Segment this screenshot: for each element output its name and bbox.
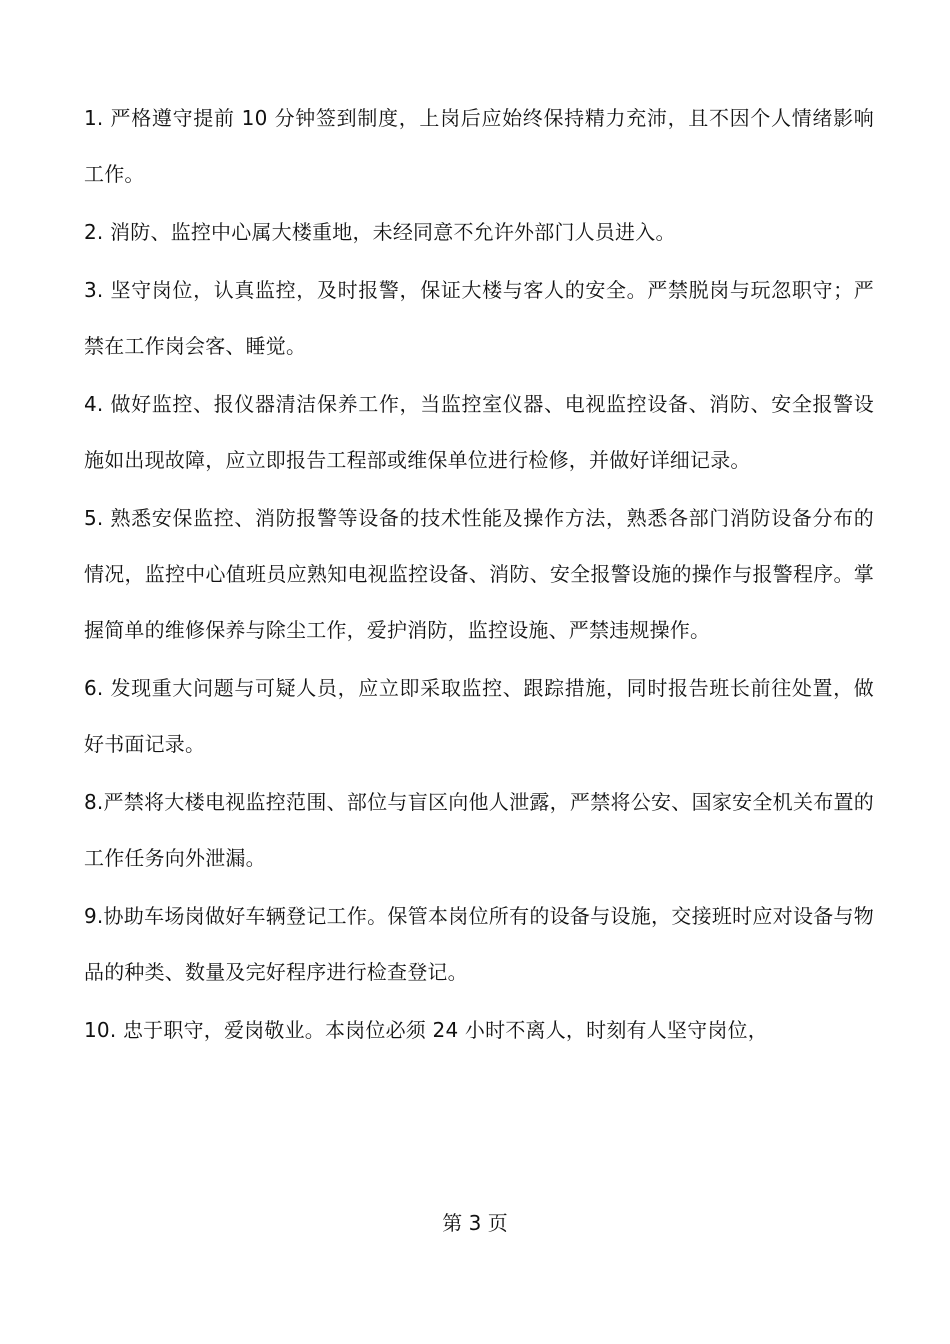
document-body xyxy=(84,90,874,1060)
rule-item-1: 1. 严格遵守提前 10 分钟签到制度，上岗后应始终保持精力充沛，且不因个人情绪影响工作。 xyxy=(84,106,874,186)
rule-item-3: 3. 坚守岗位，认真监控，及时报警，保证大楼与客人的安全。严禁脱岗与玩忽职守；严禁在工作岗会客、睡觉。 xyxy=(84,278,874,358)
rule-item-5: 5. 熟悉安保监控、消防报警等设备的技术性能及操作方法，熟悉各部门消防设备分布的情况，监控中心值班员应熟知电视监控设备、消防、安全报警设施的操作与报警程序。掌握简单的维修保养与除尘工作，爱护消防，监控设施、严禁违规操作。 xyxy=(84,506,874,642)
rule-item-9: 9.协助车场岗做好车辆登记工作。保管本岗位所有的设备与设施，交接班时应对设备与物品的种类、数量及完好程序进行检查登记。 xyxy=(84,904,874,984)
rule-item-6: 6. 发现重大问题与可疑人员，应立即采取监控、跟踪措施，同时报告班长前往处置，做好书面记录。 xyxy=(84,676,874,756)
rule-item-10: 10. 忠于职守，爱岗敬业。本岗位必须 24 小时不离人，时刻有人坚守岗位， xyxy=(84,1018,768,1042)
rule-item-8: 8.严禁将大楼电视监控范围、部位与盲区向他人泄露，严禁将公安、国家安全机关布置的工作任务向外泄漏。 xyxy=(84,790,874,870)
rule-item-2: 2. 消防、监控中心属大楼重地，未经同意不允许外部门人员进入。 xyxy=(84,220,676,244)
rule-item-4: 4. 做好监控、报仪器清洁保养工作，当监控室仪器、电视监控设备、消防、安全报警设施如出现故障，应立即报告工程部或维保单位进行检修，并做好详细记录。 xyxy=(84,392,874,472)
page-number: 第 3 页 xyxy=(442,1211,508,1235)
